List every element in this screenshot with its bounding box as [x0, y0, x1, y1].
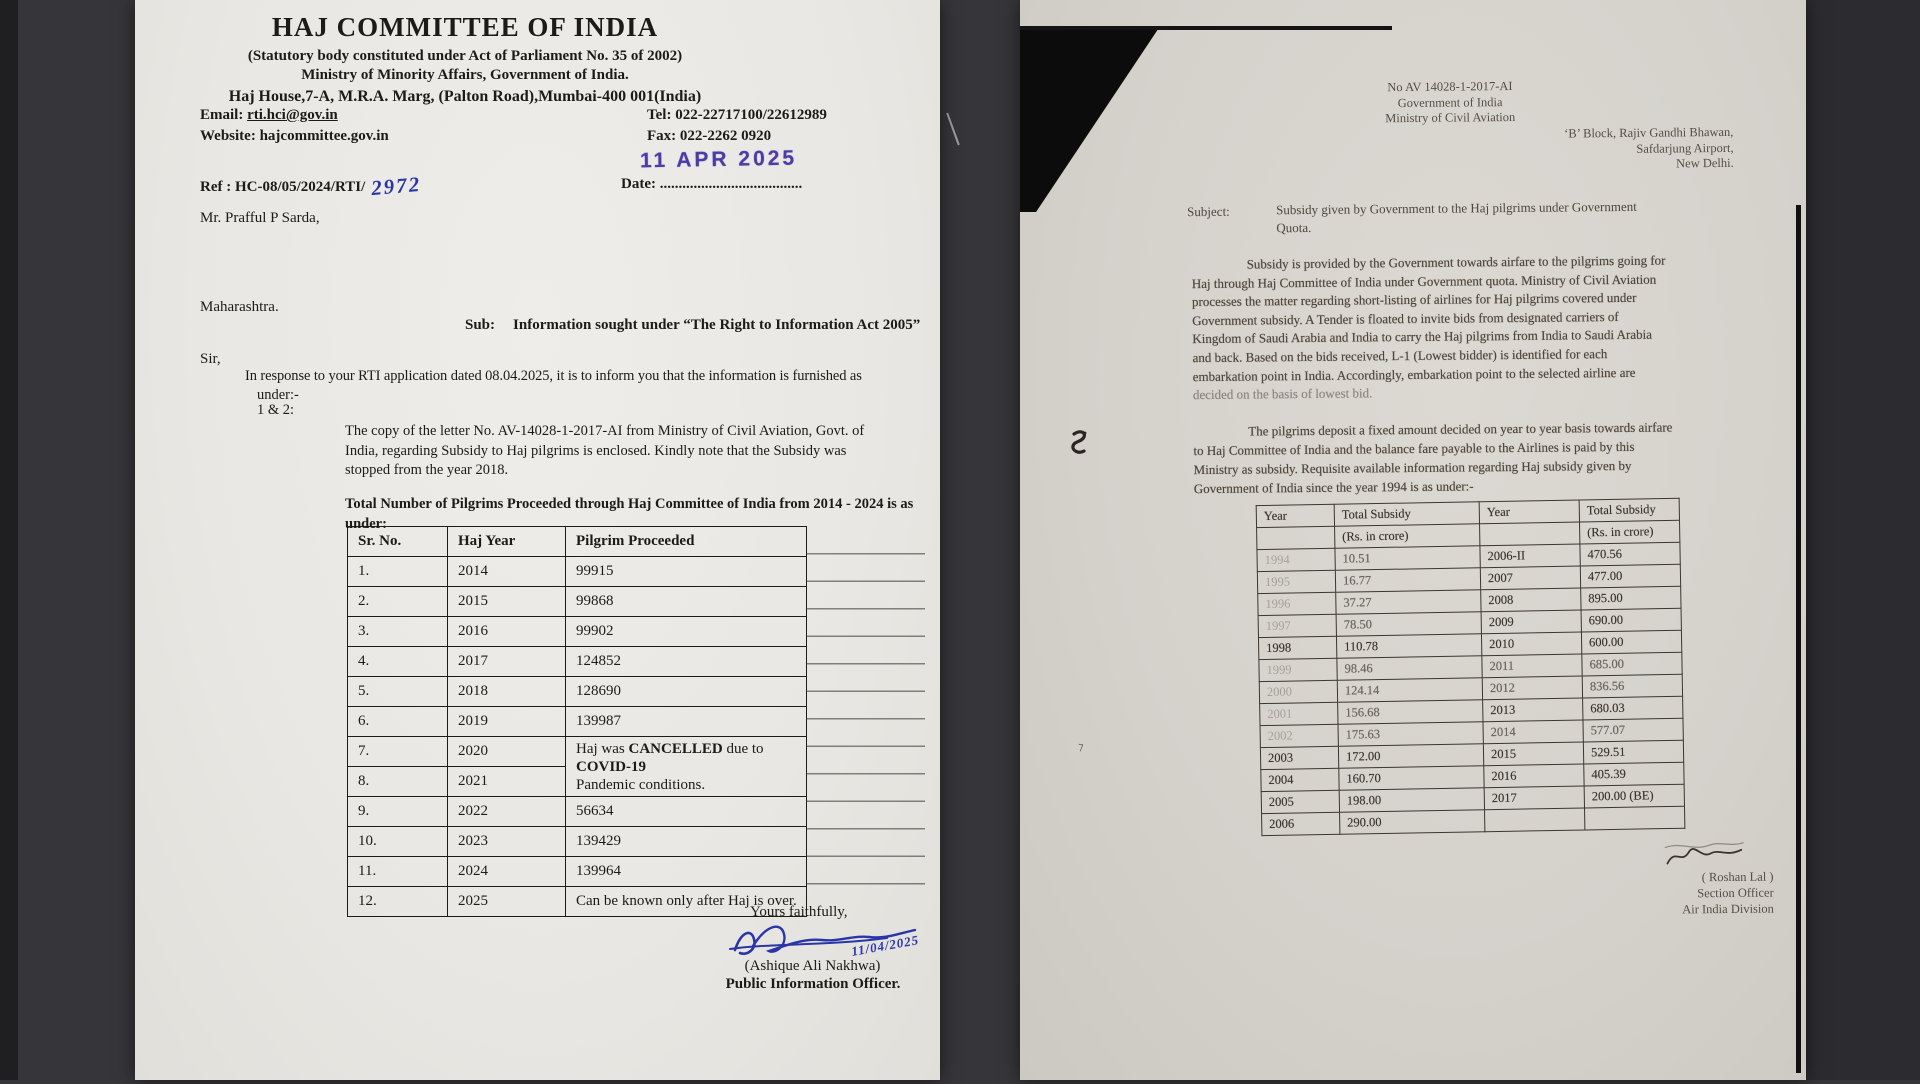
letterhead-subtitle-statute: (Statutory body constituted under Act of Parliament No. 35 of 2002)	[247, 48, 683, 64]
text-line: embarkation point in India. Accordingly, embarkation point to the selected airline are	[1192, 364, 1636, 384]
table-cell: 10.51	[1335, 546, 1480, 571]
email-label: Email:	[200, 107, 248, 123]
table-row	[348, 827, 807, 857]
table-cell: 2015	[448, 587, 566, 617]
right-ministry-line: Ministry of Civil Aviation	[1385, 109, 1516, 126]
table-cell: 2004	[1261, 768, 1339, 791]
table-cell: 139964	[566, 857, 807, 887]
table-cell: 2017	[448, 647, 566, 677]
letterhead-title: HAJ COMMITTEE OF INDIA	[271, 12, 659, 42]
table-cell: 529.51	[1583, 740, 1683, 764]
right-signature-block	[1633, 869, 1773, 918]
letterhead-address: Haj House,7-A, M.R.A. Marg, (Palton Road),Mumbai-400 001(India)	[228, 88, 702, 105]
table-cell: 8.	[348, 767, 448, 797]
table-row	[348, 557, 807, 587]
table-cell: 2017	[1484, 786, 1584, 810]
table-cell: 1995	[1257, 570, 1335, 593]
table-cell: 680.03	[1583, 696, 1683, 720]
letterhead	[135, 12, 795, 106]
text-line: Ministry as subsidy. Requisite available information regarding Haj subsidy given by	[1193, 457, 1632, 478]
right-address-line1: ‘B’ Block, Rajiv Gandhi Bhawan,	[1564, 124, 1734, 141]
table-cell: 836.56	[1582, 674, 1682, 698]
contact-right-column	[647, 105, 827, 147]
right-signatory-division: Air India Division	[1682, 901, 1774, 917]
table-cell: 2008	[1481, 588, 1581, 612]
table-cell: 2.	[348, 587, 448, 617]
date-dotted-line: ......................................	[659, 176, 803, 192]
salutation: Sir,	[200, 351, 221, 367]
table-cell: 2002	[1260, 724, 1338, 747]
text-line: decided on the basis of lowest bid.	[1192, 385, 1373, 403]
table-header-row	[348, 527, 807, 557]
recipient-state: Maharashtra.	[200, 299, 279, 315]
text-line: Government subsidy. A Tender is floated to invite bids from designated carriers of	[1192, 308, 1619, 328]
table-cell: 477.00	[1580, 564, 1680, 588]
table-cell: 2015	[1483, 742, 1583, 766]
table-cell: 3.	[348, 617, 448, 647]
contact-tel: Tel: 022-22717100/22612989	[647, 107, 827, 123]
text-line: India, regarding Subsidy to Haj pilgrims is enclosed. Kindly note that the Subsidy was	[345, 442, 847, 459]
table-cell: 2006	[1262, 812, 1340, 835]
table-cell: 4.	[348, 647, 448, 677]
email-address: rti.hci@gov.in	[247, 107, 338, 123]
table-cell: 2001	[1260, 702, 1338, 725]
table-cell	[1585, 806, 1685, 830]
table-cell: 405.39	[1584, 762, 1684, 786]
table-cell: 9.	[348, 797, 448, 827]
table-row	[348, 587, 807, 617]
table-row	[348, 677, 807, 707]
reference-number-handwritten: 2972	[370, 171, 423, 201]
table-cell: 139429	[566, 827, 807, 857]
contact-left-column	[200, 105, 389, 147]
scan-stray-mark	[946, 113, 960, 146]
text-line: Subsidy given by Government to the Haj pilgrims under Government	[1276, 198, 1637, 218]
table-cell: 128690	[566, 677, 807, 707]
text-line: to Haj Committee of India and the balance fare payable to the Airlines is paid by this	[1193, 438, 1635, 459]
right-letterhead-center	[1360, 79, 1540, 127]
column-subheader: (Rs. in crore)	[1580, 520, 1680, 544]
viewer-left-edge	[0, 0, 18, 1080]
table-row	[348, 887, 807, 917]
subject-line	[465, 317, 920, 334]
right-document-page	[1020, 0, 1806, 1080]
table-cell: 1998	[1258, 636, 1336, 659]
table-row	[348, 797, 807, 827]
table-cell: 156.68	[1338, 700, 1483, 725]
date-line	[621, 176, 802, 193]
subject-text: Information sought under “The Right to Information Act 2005”	[513, 317, 921, 333]
table-cell: 1997	[1258, 614, 1336, 637]
table-cell: 99902	[566, 617, 807, 647]
right-document-content	[1017, 0, 1813, 1084]
text-line: Quota.	[1276, 219, 1312, 235]
table-cell: 11.	[348, 857, 448, 887]
text-line: The copy of the letter No. AV-14028-1-2017-AI from Ministry of Civil Aviation, Govt. of	[345, 423, 865, 439]
table-cell: 10.	[348, 827, 448, 857]
column-header: Sr. No.	[348, 527, 448, 557]
table-cell: 16.77	[1335, 568, 1480, 593]
viewer-right-background	[1806, 0, 1920, 1080]
signatory-name: (Ashique Ali Nakhwa)	[744, 958, 881, 974]
subject-label: Sub:	[465, 317, 496, 333]
column-header: Haj Year	[448, 527, 566, 557]
date-stamp: 11 APR 2025	[639, 146, 798, 173]
table-cell: 160.70	[1339, 766, 1484, 791]
right-govt-line: Government of India	[1397, 94, 1503, 110]
text-line: under:	[345, 515, 387, 532]
table-cell: 78.50	[1336, 612, 1481, 637]
body-response-line: In response to your RTI application dated 08.04.2025, it is to inform you that the information is furnished as	[245, 368, 862, 384]
table-cell: 2025	[448, 887, 566, 917]
table-cell: 98.46	[1337, 656, 1482, 681]
table-cell: 2021	[448, 767, 566, 797]
table-cell: 2005	[1261, 790, 1339, 813]
table-cell: 2014	[1483, 720, 1583, 744]
table-cell: 690.00	[1581, 608, 1681, 632]
table-row	[348, 647, 807, 677]
text-line: Haj through Haj Committee of India under Government quota. Ministry of Civil Aviation	[1191, 271, 1657, 291]
closing: Yours faithfully,	[750, 904, 848, 920]
text-line: processes the matter regarding short-listing of airlines for Haj pilgrims covered under	[1191, 290, 1637, 310]
text-line: The pilgrims deposit a fixed amount decided on year to year basis towards airfare	[1248, 419, 1673, 439]
right-ref-number: No AV 14028-1-2017-AI	[1387, 79, 1513, 95]
table-cell: 37.27	[1336, 590, 1481, 615]
table-cell	[1485, 808, 1585, 832]
right-signatory-title: Section Officer	[1697, 885, 1774, 901]
merged-note-cell: Haj was CANCELLED due to COVID-19 Pandemic conditions.	[566, 737, 807, 797]
column-header: Year	[1256, 504, 1334, 527]
table-cell: 685.00	[1582, 652, 1682, 676]
table-cell: 2016	[448, 617, 566, 647]
table-cell: 1999	[1259, 658, 1337, 681]
reference-number-printed: Ref : HC-08/05/2024/RTI/	[200, 179, 366, 195]
table-cell: 2003	[1260, 746, 1338, 769]
contact-fax: Fax: 022-2262 0920	[647, 128, 772, 144]
column-header: Pilgrim Proceeded	[566, 527, 807, 557]
table-cell: 577.07	[1583, 718, 1683, 742]
table-row	[348, 707, 807, 737]
table-cell: 12.	[348, 887, 448, 917]
table-cell: 2012	[1482, 676, 1582, 700]
table-cell: 99915	[566, 557, 807, 587]
table-cell: 1994	[1257, 548, 1335, 571]
text-line: Kingdom of Saudi Arabia and India to carry the Haj pilgrims from India to Saudi Arabia	[1192, 327, 1653, 347]
signature-scribble	[1663, 839, 1747, 872]
table-cell: 6.	[348, 707, 448, 737]
column-header: Total Subsidy	[1334, 502, 1479, 527]
table-cell: 139987	[566, 707, 807, 737]
table-cell: 2009	[1481, 610, 1581, 634]
column-subheader	[1480, 522, 1580, 546]
right-body-paragraph-1	[1192, 251, 1749, 405]
column-subheader	[1257, 526, 1335, 549]
table-cell: Can be known only after Haj is over.	[566, 887, 807, 917]
right-body-paragraph-2	[1193, 417, 1750, 498]
text-line: Total Number of Pilgrims Proceeded through Haj Committee of India from 2014 - 2024 is as	[345, 496, 914, 512]
table-cell: 2022	[448, 797, 566, 827]
body-paragraph	[345, 422, 935, 481]
table-cell: 124.14	[1337, 678, 1482, 703]
table-cell: 2016	[1484, 764, 1584, 788]
text-line: Government of India since the year 1994 is as under:-	[1193, 478, 1474, 497]
table-cell: 2014	[448, 557, 566, 587]
table-cell: 2018	[448, 677, 566, 707]
right-address-block	[1518, 125, 1733, 174]
text-line: and back. Based on the bids received, L-1 (Lowest bidder) is identified for each	[1192, 346, 1608, 366]
reference-line	[200, 171, 423, 201]
column-subheader: (Rs. in crore)	[1335, 524, 1480, 549]
ink-speck: ⁊	[1077, 740, 1085, 754]
table-cell: 2020	[448, 737, 566, 767]
left-document-page	[135, 0, 940, 1080]
table-cell: 2000	[1259, 680, 1337, 703]
table-cell: 198.00	[1339, 788, 1484, 813]
table-cell: 110.78	[1336, 634, 1481, 659]
text-line: stopped from the year 2018.	[345, 462, 509, 478]
table-cell: 172.00	[1338, 744, 1483, 769]
table-cell: 895.00	[1581, 586, 1681, 610]
right-address-line2: Safdarjung Airport,	[1636, 140, 1734, 156]
table-cell: 2011	[1482, 654, 1582, 678]
table-cell: 2007	[1480, 566, 1580, 590]
contact-email	[200, 105, 389, 126]
table-cell: 2006-II	[1480, 544, 1580, 568]
right-address-line3: New Delhi.	[1676, 155, 1734, 171]
table-row	[348, 617, 807, 647]
table-cell: 200.00 (BE)	[1584, 784, 1684, 808]
table-cell: 2024	[448, 857, 566, 887]
date-label: Date:	[621, 176, 656, 192]
pilgrims-table	[347, 526, 807, 917]
table-row	[348, 857, 807, 887]
table-cell: 2013	[1483, 698, 1583, 722]
table-cell: 600.00	[1581, 630, 1681, 654]
right-subject-label: Subject:	[1187, 203, 1230, 220]
scan-line-artifacts	[806, 527, 925, 885]
table-cell: 99868	[566, 587, 807, 617]
table-cell: 290.00	[1340, 810, 1485, 835]
signatory-title: Public Information Officer.	[725, 976, 901, 992]
table-cell: 2019	[448, 707, 566, 737]
letterhead-subtitle-ministry: Ministry of Minority Affairs, Government of India.	[301, 67, 629, 83]
right-subject-text	[1276, 197, 1741, 236]
table-cell: 5.	[348, 677, 448, 707]
body-points-label: 1 & 2:	[257, 402, 295, 418]
table-cell: 56634	[566, 797, 807, 827]
signature-date-handwritten: 11/04/2025	[850, 932, 921, 959]
table-cell: 7.	[348, 737, 448, 767]
table-cell: 1.	[348, 557, 448, 587]
text-line: Subsidy is provided by the Government towards airfare to the pilgrims going for	[1246, 252, 1666, 272]
table-cell: 2023	[448, 827, 566, 857]
table-cell: 1996	[1258, 592, 1336, 615]
table-cell: 2010	[1481, 632, 1581, 656]
subsidy-table	[1256, 498, 1686, 836]
right-signatory-name: ( Roshan Lal )	[1701, 869, 1774, 885]
table-cell: 124852	[566, 647, 807, 677]
contact-website: Website: hajcommittee.gov.in	[200, 128, 389, 144]
body-response-continuation: under:-	[257, 387, 299, 403]
column-header: Total Subsidy	[1579, 498, 1679, 522]
table-cell: 175.63	[1338, 722, 1483, 747]
recipient-name: Mr. Prafful P Sarda,	[200, 210, 320, 226]
column-header: Year	[1479, 500, 1579, 524]
table-cell: 470.56	[1580, 542, 1680, 566]
table-row	[348, 737, 807, 767]
